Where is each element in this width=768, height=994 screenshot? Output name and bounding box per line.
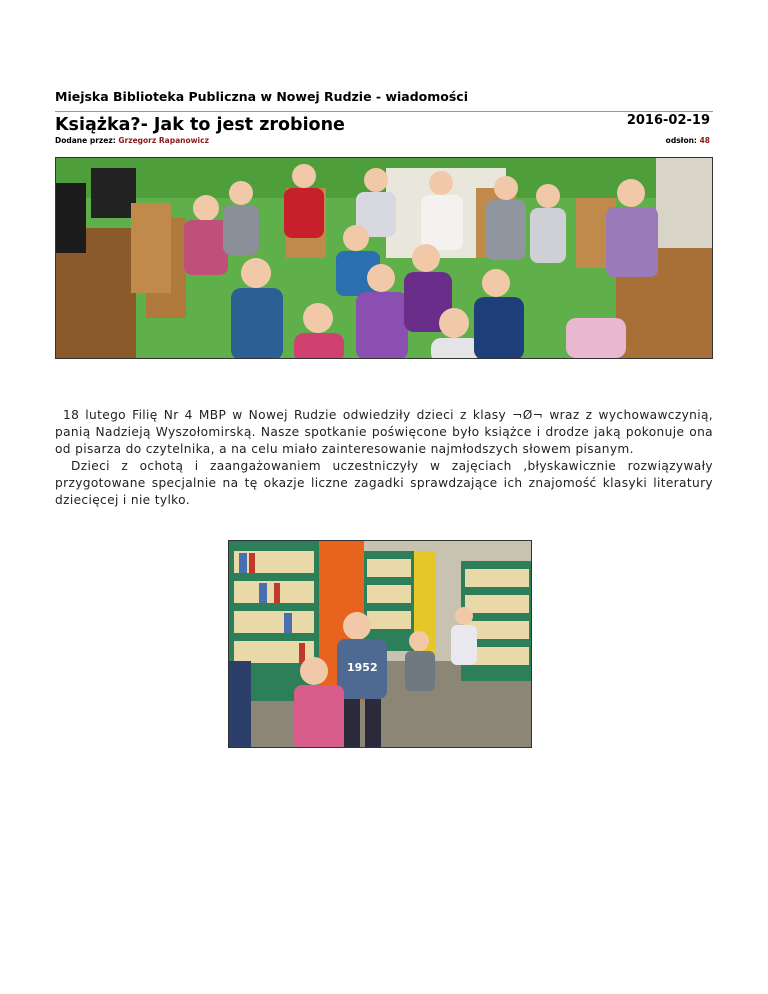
byline [55, 136, 209, 145]
author-link[interactable]: Grzegorz Rapanowicz [118, 136, 209, 145]
article-title[interactable]: Książka?- Jak to jest zrobione [55, 115, 345, 135]
article-paragraph: Dzieci z ochotą i zaangażowaniem uczestniczyły w zajęciach ,błyskawicznie rozwiązywały przygotowane specjalnie na tę okazje liczne zagadki sprawdzające ich znajomość klasyki literatury dziecięcej i nie tylko. [55, 459, 713, 507]
library-photo-image [229, 541, 532, 748]
group-photo-image [56, 158, 713, 359]
views-count: 48 [699, 136, 710, 145]
library-photo[interactable] [228, 540, 532, 748]
group-photo[interactable] [55, 157, 713, 359]
views-label: odsłon: [665, 136, 697, 145]
views-counter [666, 136, 710, 145]
header-divider [55, 111, 713, 112]
article-date: 2016-02-19 [626, 113, 710, 128]
byline-label: Dodane przez: [55, 136, 116, 145]
article-body [55, 407, 713, 509]
article-paragraph: 18 lutego Filię Nr 4 MBP w Nowej Rudzie odwiedziły dzieci z klasy ¬Ø¬ wraz z wychowawczynią, panią Nadzieją Wyszołomirską. Nasze spotkanie poświęcone było książce i drodze jaką pokonuje ona od pisarza do czytelnika, a na celu miało zainteresowanie najmłodszych słowem pisanym. [55, 408, 713, 456]
site-title: Miejska Biblioteka Publiczna w Nowej Rudzie - wiadomości [55, 89, 469, 104]
jersey-number: 1952 [347, 661, 378, 674]
